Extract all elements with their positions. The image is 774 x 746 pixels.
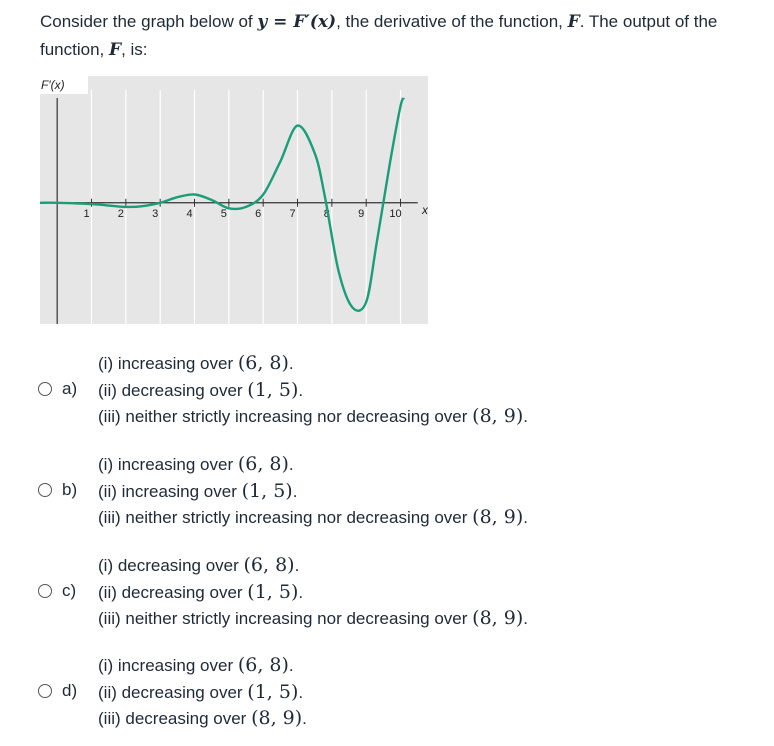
option-interval: (1, 5) [247,580,299,603]
option-text: (iii) neither strictly increasing nor decreasing over [98,508,473,527]
option-line-ii: (ii) decreasing over (1, 5). [98,378,304,401]
option-line-iii: (iii) decreasing over (8, 9). [98,707,307,729]
x-tick-label: 2 [117,207,124,220]
option-line-i: (i) increasing over (6, 8). [98,352,294,374]
x-tick-label: 9 [358,207,365,220]
option-line-iii: (iii) neither strictly increasing nor decreasing over (8, 9). [98,405,528,427]
option-text: (i) increasing over [98,354,238,373]
option-radio[interactable] [38,382,52,396]
option-text: (i) increasing over [98,656,238,675]
question-function: F [109,40,122,60]
option-radio[interactable] [38,584,52,598]
option-interval: (6, 8) [237,352,289,374]
question-part: . The output of the function, [40,12,718,59]
x-tick-label: 7 [289,207,296,220]
derivative-graph [40,76,428,324]
option-interval: (6, 8) [237,654,289,676]
option-letter: b) [62,480,78,499]
option-letter: c) [62,581,77,600]
question-function: F [567,12,580,32]
x-tick-label: 5 [220,207,227,220]
option-interval: (6, 8) [237,453,289,475]
option-radio[interactable] [38,483,52,497]
question-part: Consider the graph below of [40,12,258,31]
option-line-iii: (iii) neither strictly increasing nor decreasing over (8, 9). [98,607,528,629]
option-text: (i) decreasing over [98,556,244,575]
x-axis-label: x [422,203,428,217]
x-tick-label: 10 [389,207,402,220]
option-text: (iii) decreasing over [98,709,252,728]
option-interval: (1, 5) [247,378,299,401]
option-line-i: (i) increasing over (6, 8). [98,654,294,676]
question-part: , is: [121,40,148,59]
option-interval: (6, 8) [243,554,295,576]
y-axis-label: F′(x) [41,78,65,92]
option-interval: (1, 5) [247,680,299,703]
graph-svg [40,76,428,324]
question-equation: y = F′(x) [257,12,337,32]
x-tick-label: 8 [323,207,330,220]
option-line-ii: (ii) increasing over (1, 5). [98,479,298,502]
x-tick-label: 3 [152,207,159,220]
option-letter: a) [62,379,78,398]
option-interval: (1, 5) [241,479,293,502]
option-line-i: (i) increasing over (6, 8). [98,453,294,475]
option-line-iii: (iii) neither strictly increasing nor decreasing over (8, 9). [98,506,528,528]
option-interval: (8, 9) [251,707,303,729]
x-tick-label: 1 [83,207,90,220]
option-letter: d) [62,681,78,700]
option-line-ii: (ii) decreasing over (1, 5). [98,580,304,603]
option-text: (ii) decreasing over [98,582,248,602]
option-text: (i) increasing over [98,455,238,474]
option-interval: (8, 9) [472,405,524,427]
option-text: (iii) neither strictly increasing nor decreasing over [98,407,473,426]
option-line-ii: (ii) decreasing over (1, 5). [98,680,304,703]
option-text: (ii) decreasing over [98,682,248,702]
x-tick-label: 4 [186,207,193,220]
option-text: (iii) neither strictly increasing nor decreasing over [98,609,473,628]
option-text: (ii) decreasing over [98,380,248,400]
option-line-i: (i) decreasing over (6, 8). [98,554,300,576]
x-tick-label: 6 [255,207,262,220]
question-text [40,8,760,64]
option-text: (ii) increasing over [98,481,242,501]
option-interval: (8, 9) [472,506,524,528]
option-interval: (8, 9) [472,607,524,629]
option-radio[interactable] [38,684,52,698]
question-part: , the derivative of the function, [336,12,568,31]
